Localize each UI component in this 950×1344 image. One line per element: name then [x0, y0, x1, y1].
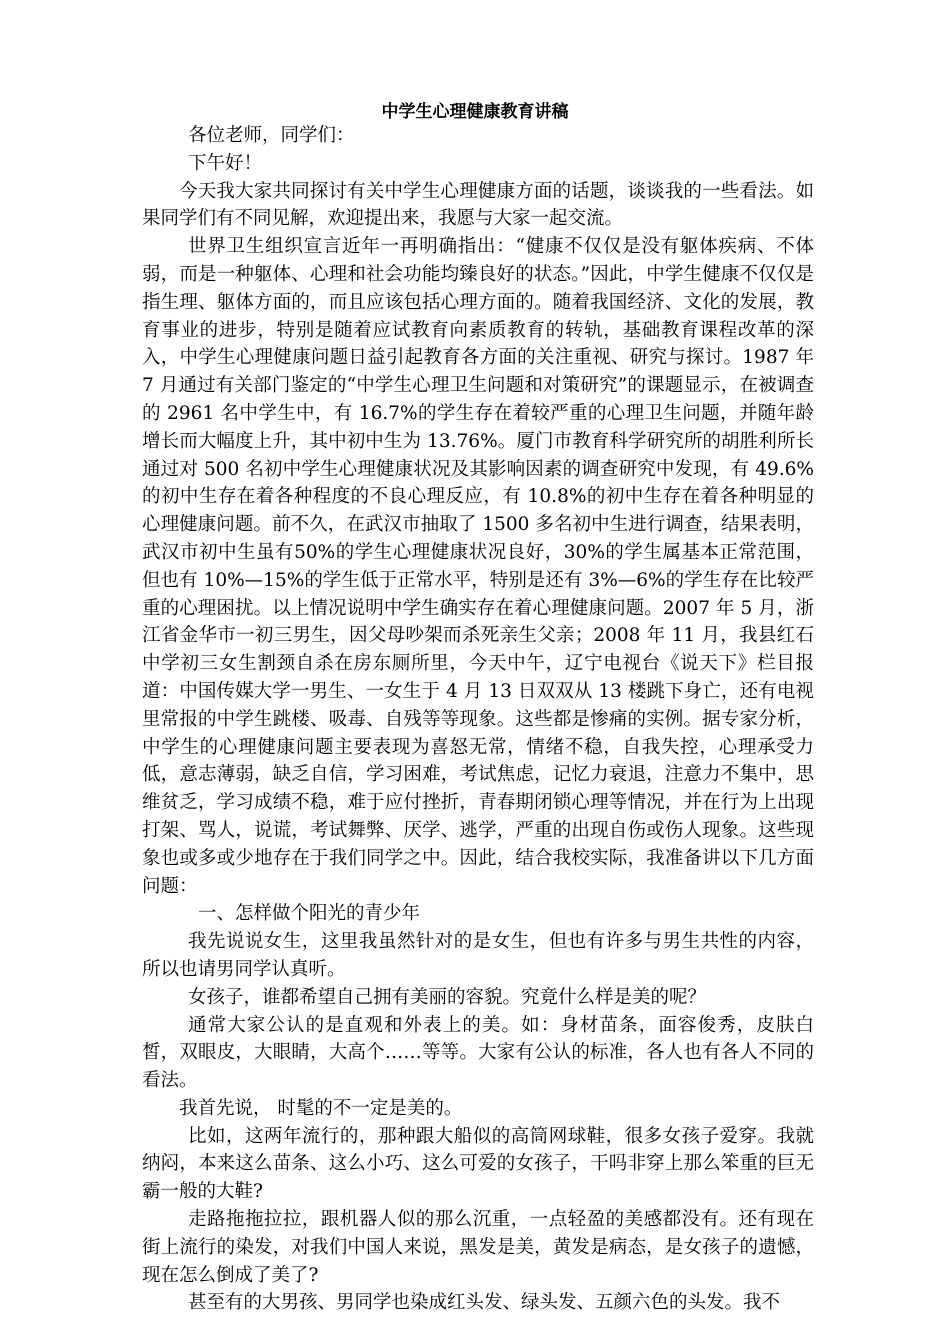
body-paragraph: 我首先说， 时髦的不一定是美的。 [179, 1097, 463, 1119]
document-title: 中学生心理健康教育讲稿 [381, 102, 569, 122]
body-paragraph: 走路拖拖拉拉，跟机器人似的那么沉重，一点轻盈的美感都没有。还有现在街上流行的染发，对我们中国人来说，黑发是美，黄发是病态，是女孩子的遗憾，现在怎么倒成了美了? [142, 1209, 814, 1286]
body-paragraph: 我先说说女生，这里我虽然针对的是女生，但也有许多与男生共性的内容，所以也请男同学认真听。 [142, 931, 814, 980]
section-heading-1: 一、怎样做个阳光的青少年 [198, 903, 421, 925]
who-statement-paragraph: 世界卫生组织宣言近年一再明确指出：“健康不仅仅是没有躯体疾病、不体弱，而是一种躯体、心理和社会功能均臻良好的状态。”因此，中学生健康不仅仅是指生理、躯体方面的，而且应该包括心理方面的。随着我国经济、文化的发展，教育事业的进步，特别是随着应试教育向素质教育的转轨，基础教育课程改革的深入，中学生心理健康问题日益引起教育各方面的关注重视、研究与探讨。1987 年 7 月通过有关部门鉴定的“中学生心理卫生问题和对策研究”的课题显示，在被调查的 2961 名中学生中，有 16.7%的学生存在着较严重的心理卫生问题，并随年龄增长而大幅度上升，其中初中生为 13.76%。厦门市教育科学研究所的胡胜利所长通过对 500 名初中学生心理健康状况及其影响因素的调查研究中发现，有 49.6%的初中生存在着各种程度的不良心理反应，有 10.8%的初中生存在着各种明显的心理健康问题。前不久，在武汉市抽取了 1500 多名初中生进行调查，结果表明，武汉市初中生虽有50%的学生心理健康状况良好，30%的学生属基本正常范围，但也有 10%—15%的学生低于正常水平，特别是还有 3%—6%的学生存在比较严重的心理困扰。以上情况说明中学生确实存在着心理健康问题。2007 年 5 月，浙江省金华市一初三男生，因父母吵架而杀死亲生父亲；2008 年 11 月，我县红石中学初三女生割颈自杀在房东厕所里，今天中午，辽宁电视台《说天下》栏目报道：中国传媒大学一男生、一女生于 4 月 13 日双双从 13 楼跳下身亡，还有电视里常报的中学生跳楼、吸毒、自残等等现象。这些都是惨痛的实例。据专家分析，中学生的心理健康问题主要表现为喜怒无常，情绪不稳，自我失控，心理承受力低，意志薄弱，缺乏自信，学习困难，考试焦虑，记忆力衰退，注意力不集中，思维贫乏，学习成绩不稳，难于应付挫折，青春期闭锁心理等情况，并在行为上出现打架、骂人，说谎，考试舞弊、厌学、逃学，严重的出现自伤或伤人现象。这些现象也或多或少地存在于我们同学之中。因此，结合我校实际，我准备讲以下几方面问题： [142, 236, 814, 897]
body-paragraph: 女孩子，谁都希望自己拥有美丽的容貌。究竟什么样是美的呢？ [188, 986, 707, 1008]
document-body [142, 122, 814, 1317]
body-paragraph: 甚至有的大男孩、男同学也染成红头发、绿头发、五颜六色的头发。我不 [188, 1292, 781, 1314]
body-paragraph: 通常大家公认的是直观和外表上的美。如：身材苗条，面容俊秀，皮肤白皙，双眼皮，大眼睛，大高个……等等。大家有公认的标准，各人也有各人不同的看法。 [142, 1014, 814, 1092]
greeting-time-paragraph: 下午好！ [188, 152, 263, 174]
greeting-paragraph: 各位老师，同学们： [188, 125, 355, 146]
intro-paragraph: 今天我大家共同探讨有关中学生心理健康方面的话题，谈谈我的一些看法。如果同学们有不同见解，欢迎提出来，我愿与大家一起交流。 [142, 180, 814, 230]
body-paragraph: 比如，这两年流行的，那种跟大船似的高筒网球鞋，很多女孩子爱穿。我就纳闷，本来这么苗条、这么小巧、这么可爱的女孩子，干吗非穿上那么笨重的巨无霸一般的大鞋? [142, 1125, 814, 1203]
